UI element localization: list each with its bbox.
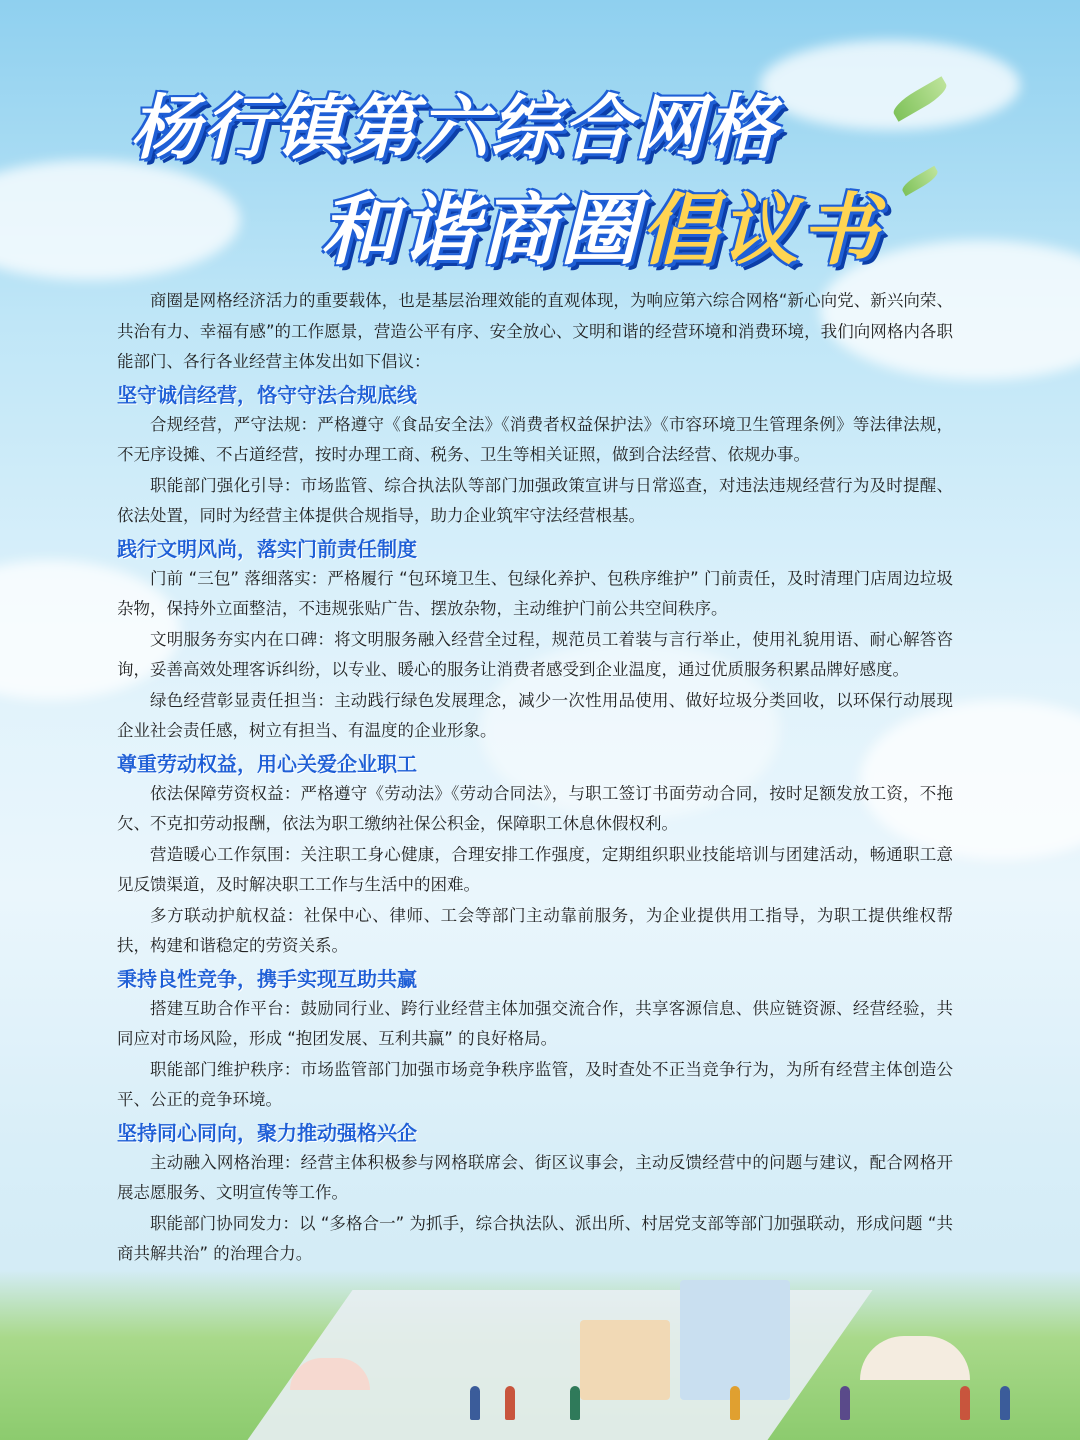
section-paragraph: 依法保障劳资权益：严格遵守《劳动法》《劳动合同法》，与职工签订书面劳动合同，按时足额发放工资，不拖欠、不克扣劳动报酬，依法为职工缴纳社保公积金，保障职工休息休假权利。 bbox=[117, 783, 953, 833]
person-figure bbox=[1000, 1386, 1010, 1420]
section-paragraph: 绿色经营彰显责任担当：主动践行绿色发展理念，减少一次性用品使用、做好垃圾分类回收，以环保行动展现企业社会责任感，树立有担当、有温度的企业形象。 bbox=[117, 690, 953, 740]
section-paragraph: 职能部门协同发力：以 “多格合一” 为抓手，综合执法队、派出所、村居党支部等部门加强联动，形成问题 “共商共解共治” 的治理合力。 bbox=[117, 1213, 953, 1263]
poster-title bbox=[0, 60, 1080, 276]
section-paragraph: 合规经营，严守法规：严格遵守《食品安全法》《消费者权益保护法》《市容环境卫生管理条例》等法律法规，不无序设摊、不占道经营，按时办理工商、税务、卫生等相关证照，做到合法经营、依规办事。 bbox=[117, 414, 953, 464]
person-figure bbox=[730, 1386, 740, 1420]
street-illustration bbox=[0, 1240, 1080, 1440]
intro-paragraph: 商圈是网格经济活力的重要载体，也是基层治理效能的直观体现，为响应第六综合网格“新心向党、新兴向荣、共治有力、幸福有感”的工作愿景，营造公平有序、安全放心、文明和谐的经营环境和消费环境，我们向网格内各职能部门、各行各业经营主体发出如下倡议： bbox=[117, 291, 953, 371]
section-heading: 尊重劳动权益，用心关爱企业职工 bbox=[117, 751, 417, 776]
title-line-1: 杨行镇第六综合网格 bbox=[130, 87, 778, 169]
section-paragraph: 文明服务夯实内在口碑：将文明服务融入经营全过程，规范员工着装与言行举止，使用礼貌用语、耐心解答咨询，妥善高效处理客诉纠纷，以专业、暖心的服务让消费者感受到企业温度，通过优质服务积累品牌好感度。 bbox=[117, 629, 953, 679]
section-paragraph: 职能部门强化引导：市场监管、综合执法队等部门加强政策宣讲与日常巡查，对违法违规经营行为及时提醒、依法处置，同时为经营主体提供合规指导，助力企业筑牢守法经营根基。 bbox=[117, 475, 953, 525]
section-heading: 践行文明风尚，落实门前责任制度 bbox=[117, 536, 417, 561]
section-paragraph: 主动融入网格治理：经营主体积极参与网格联席会、街区议事会，主动反馈经营中的问题与建议，配合网格开展志愿服务、文明宣传等工作。 bbox=[117, 1152, 953, 1202]
section-heading: 坚守诚信经营，恪守守法合规底线 bbox=[117, 382, 417, 407]
person-figure bbox=[470, 1386, 480, 1420]
section-paragraph: 营造暖心工作氛围：关注职工身心健康，合理安排工作强度，定期组织职业技能培训与团建活动，畅通职工意见反馈渠道，及时解决职工工作与生活中的困难。 bbox=[117, 844, 953, 894]
person-figure bbox=[960, 1386, 970, 1420]
person-figure bbox=[505, 1386, 515, 1420]
section-paragraph: 职能部门维护秩序：市场监管部门加强市场竞争秩序监管，及时查处不正当竞争行为，为所有经营主体创造公平、公正的竞争环境。 bbox=[117, 1059, 953, 1109]
proposal-body bbox=[117, 286, 953, 1270]
person-figure bbox=[570, 1386, 580, 1420]
section-paragraph: 多方联动护航权益：社保中心、律师、工会等部门主动靠前服务，为企业提供用工指导，为职工提供维权帮扶，构建和谐稳定的劳资关系。 bbox=[117, 905, 953, 955]
shop-building bbox=[580, 1320, 670, 1400]
section-heading: 坚持同心同向，聚力推动强格兴企 bbox=[117, 1120, 417, 1145]
section-heading: 秉持良性竞争，携手实现互助共赢 bbox=[117, 966, 417, 991]
title-line-2a: 和谐商圈 bbox=[320, 186, 641, 276]
title-line-2b: 倡议书 bbox=[640, 186, 881, 276]
person-figure bbox=[840, 1386, 850, 1420]
title-line-2 bbox=[320, 168, 880, 280]
section-paragraph: 门前 “三包” 落细落实：严格履行 “包环境卫生、包绿化养护、包秩序维护” 门前责任，及时清理门店周边垃圾杂物，保持外立面整洁，不违规张贴广告、摆放杂物，主动维护门前公共空间秩序。 bbox=[117, 568, 954, 618]
section-paragraph: 搭建互助合作平台：鼓励同行业、跨行业经营主体加强交流合作，共享客源信息、供应链资源、经营经验，共同应对市场风险，形成 “抱团发展、互利共赢” 的良好格局。 bbox=[117, 998, 953, 1048]
shop-building bbox=[680, 1280, 790, 1400]
